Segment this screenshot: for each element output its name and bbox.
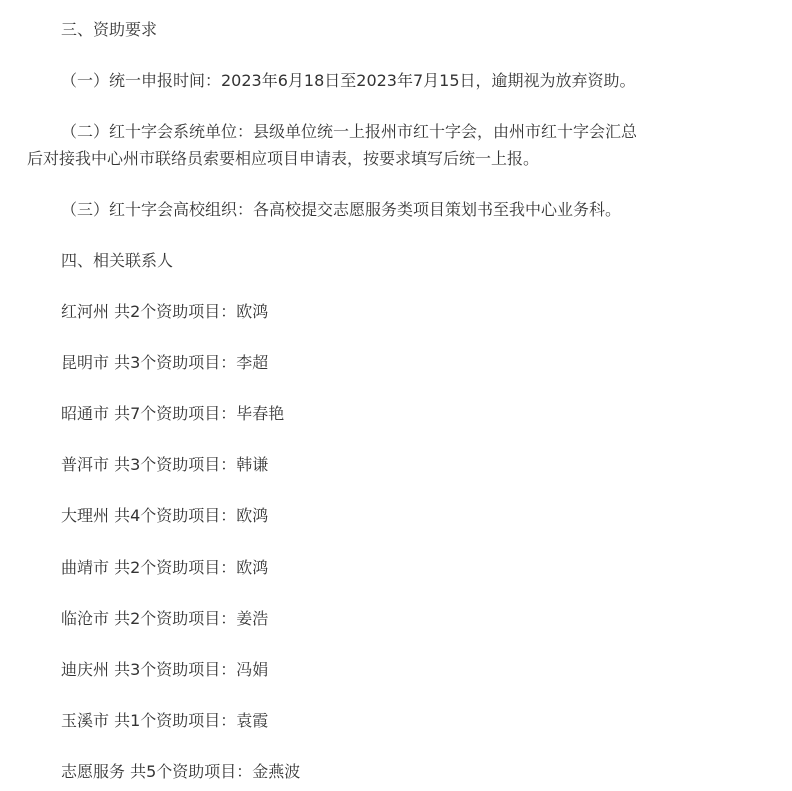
- paragraph-university-organizations: （三）红十字会高校组织：各高校提交志愿服务类项目策划书至我中心业务科。: [61, 200, 622, 219]
- section-heading-contacts: 四、相关联系人: [61, 251, 174, 270]
- section-heading-funding-requirements: 三、资助要求: [61, 20, 158, 39]
- contact-item: 大理州 共4个资助项目：欧鸿: [61, 506, 269, 525]
- contact-item: 普洱市 共3个资助项目：韩谦: [61, 455, 269, 474]
- contact-item: 昭通市 共7个资助项目：毕春艳: [61, 404, 285, 423]
- paragraph-red-cross-units-line2: 后对接我中心州市联络员索要相应项目申请表，按要求填写后统一上报。: [27, 149, 540, 168]
- contact-item: 红河州 共2个资助项目：欧鸿: [61, 302, 269, 321]
- contact-item: 曲靖市 共2个资助项目：欧鸿: [61, 558, 269, 577]
- contact-item: 迪庆州 共3个资助项目：冯娟: [61, 660, 269, 679]
- contact-item: 临沧市 共2个资助项目：姜浩: [61, 609, 269, 628]
- contact-item: 志愿服务 共5个资助项目：金燕波: [61, 762, 301, 781]
- contact-item: 玉溪市 共1个资助项目：袁霞: [61, 711, 269, 730]
- paragraph-red-cross-units-line1: （二）红十字会系统单位：县级单位统一上报州市红十字会，由州市红十字会汇总: [61, 122, 638, 141]
- contact-item: 昆明市 共3个资助项目：李超: [61, 353, 269, 372]
- paragraph-application-time: （一）统一申报时间：2023年6月18日至2023年7月15日，逾期视为放弃资助。: [61, 71, 636, 90]
